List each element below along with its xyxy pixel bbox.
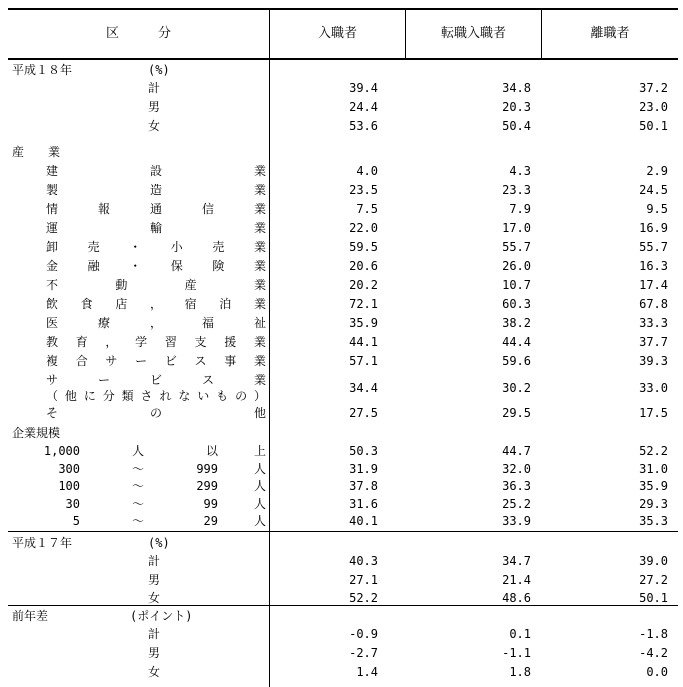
- industry-row-job-changers-value: 7.9: [509, 202, 531, 216]
- industry-row-label: [46, 163, 266, 179]
- size-row-separations-value: 29.3: [639, 496, 668, 511]
- industry-row-label-char: 動: [115, 278, 128, 292]
- industry-row-hires-value: 20.6: [349, 259, 378, 273]
- h17-row-hires-value: 40.3: [349, 554, 378, 568]
- industry-row-label-char: 売: [87, 240, 100, 254]
- industry-row-label-char: 業: [253, 183, 266, 197]
- industry-row-label: [46, 258, 266, 274]
- other-row-job-changers-value: 29.5: [502, 406, 531, 420]
- industry-row-label: [46, 334, 266, 350]
- industry-row-label-char: 報: [97, 202, 110, 216]
- size-row-from: 30: [65, 496, 80, 511]
- industry-row-hires-value: 20.2: [349, 278, 378, 292]
- header-hires: 入職者: [317, 26, 357, 41]
- services-line2-char: も: [216, 389, 229, 403]
- diff-row-job-changers-value: 1.8: [509, 665, 531, 679]
- services-line2-char: れ: [159, 389, 172, 403]
- h17-row-separations-value: 39.0: [639, 554, 668, 568]
- industry-row-label-char: 産: [184, 278, 197, 292]
- h17-row-job-changers-value: 21.4: [502, 572, 531, 587]
- industry-row-label-char: 建: [46, 164, 59, 178]
- industry-row-label-char: 業: [253, 354, 266, 368]
- industry-row-label-char: 福: [201, 316, 214, 330]
- industry-row-label-char: 習: [164, 335, 177, 349]
- size-row-sep: ～: [132, 514, 145, 528]
- industry-row-hires-value: 72.1: [349, 297, 378, 311]
- services-line1-char: サ: [46, 373, 59, 387]
- industry-row-label-char: 業: [253, 221, 266, 235]
- h17-row-separations-value: 27.2: [639, 572, 668, 587]
- h17-divider: [8, 531, 678, 532]
- industry-row-separations-value: 17.4: [639, 278, 668, 292]
- industry-row-label-char: 通: [149, 202, 162, 216]
- diff-row-separations-value: -1.8: [639, 627, 668, 641]
- h18-row-job-changers-value: 34.8: [502, 81, 531, 95]
- industry-row-label-char: 食: [80, 297, 93, 311]
- top-border: [8, 8, 678, 10]
- h18-row-job-changers-value: 50.4: [502, 119, 531, 133]
- industry-row-label-char: 業: [253, 297, 266, 311]
- size-row-hires-value: 37.8: [349, 479, 378, 493]
- other-row-label-char: そ: [46, 406, 59, 420]
- size-row-from: 100: [58, 479, 80, 493]
- h18-row-label: 計: [148, 81, 161, 95]
- size-row-unit: 人: [254, 514, 267, 528]
- services-line2-char: 分: [102, 389, 115, 403]
- size-label: 企業規模: [12, 426, 61, 440]
- industry-row-label-char: 情: [46, 202, 59, 216]
- industry-row-label-char: 教: [46, 335, 59, 349]
- industry-row-label-char: 宿: [184, 297, 197, 311]
- industry-row-job-changers-value: 10.7: [502, 278, 531, 292]
- industry-row-job-changers-value: 38.2: [502, 316, 531, 330]
- industry-row-separations-value: 16.3: [639, 259, 668, 273]
- industry-row-label-char: ，: [149, 297, 162, 311]
- services-line2-char: 類: [121, 389, 134, 403]
- size-row-sep: ～: [132, 479, 145, 493]
- services-line2-char: （: [46, 389, 59, 403]
- h17-row-label: 計: [148, 554, 161, 568]
- label-column-divider: [269, 8, 270, 687]
- industry-row-label: [46, 239, 266, 255]
- h17-row-hires-value: 27.1: [349, 572, 378, 587]
- diff-unit: (ポイント): [130, 609, 193, 623]
- industry-row-job-changers-value: 44.4: [502, 335, 531, 349]
- size-row-hires-value: 31.6: [349, 496, 378, 511]
- industry-row-label-char: 店: [115, 297, 128, 311]
- services-row-hires-value: 34.4: [349, 381, 378, 395]
- industry-row-separations-value: 67.8: [639, 297, 668, 311]
- industry-row-label-char: 飲: [46, 297, 59, 311]
- industry-row-label-char: 泊: [219, 297, 232, 311]
- other-row-hires-value: 27.5: [349, 406, 378, 420]
- size-row-from: 1,000: [43, 444, 80, 458]
- services-line1-char: ス: [201, 373, 214, 387]
- industry-row-hires-value: 7.5: [356, 202, 378, 216]
- industry-row-label-char: 運: [46, 221, 59, 235]
- services-line1: [46, 372, 266, 388]
- size-row-hires-value: 40.1: [349, 514, 378, 528]
- h18-row-hires-value: 24.4: [349, 100, 378, 114]
- industry-row-label-char: ビ: [164, 354, 177, 368]
- size-row-to: 99: [203, 496, 218, 511]
- size-row-job-changers-value: 36.3: [502, 479, 531, 493]
- h18-row-label: 男: [148, 100, 161, 114]
- size-row-unit: 人: [254, 461, 267, 476]
- h17-unit: (%): [148, 536, 170, 550]
- h17-row-label: 女: [148, 591, 161, 605]
- h17-row-separations-value: 50.1: [639, 591, 668, 605]
- industry-row-hires-value: 44.1: [349, 335, 378, 349]
- industry-row-label-char: 業: [253, 240, 266, 254]
- industry-row-job-changers-value: 4.3: [509, 164, 531, 178]
- h18-row-job-changers-value: 20.3: [502, 100, 531, 114]
- services-line1-char: ー: [97, 373, 110, 387]
- industry-row-job-changers-value: 23.3: [502, 183, 531, 197]
- diff-row-label: 女: [148, 665, 161, 679]
- other-row-label-char: 他: [253, 406, 266, 420]
- industry-row-separations-value: 16.9: [639, 221, 668, 235]
- services-row-job-changers-value: 30.2: [502, 381, 531, 395]
- size-row-hires-value: 31.9: [349, 461, 378, 476]
- header-bottom-border: [8, 58, 678, 60]
- size-row-sep: 人: [132, 444, 145, 458]
- industry-row-label-char: ・: [129, 259, 142, 273]
- industry-row-hires-value: 22.0: [349, 221, 378, 235]
- industry-row-separations-value: 2.9: [646, 164, 668, 178]
- size-row-unit: 上: [254, 444, 267, 458]
- industry-row-label: [46, 315, 266, 331]
- industry-row-label-char: ー: [135, 354, 148, 368]
- industry-row-hires-value: 35.9: [349, 316, 378, 330]
- other-row-label: [46, 405, 266, 421]
- industry-row-separations-value: 9.5: [646, 202, 668, 216]
- size-row-from: 5: [72, 514, 80, 528]
- services-line1-char: 業: [253, 373, 266, 387]
- industry-row-label-char: 不: [46, 278, 59, 292]
- industry-row-hires-value: 23.5: [349, 183, 378, 197]
- industry-row-label-char: 学: [135, 335, 148, 349]
- services-line2-char: 他: [64, 389, 77, 403]
- industry-row-label-char: 複: [46, 354, 59, 368]
- industry-row-label-char: 小: [170, 240, 183, 254]
- h17-row-label: 男: [148, 572, 161, 587]
- size-row-unit: 人: [254, 496, 267, 511]
- diff-row-job-changers-value: -1.1: [502, 646, 531, 660]
- diff-row-label: 計: [148, 627, 161, 641]
- industry-row-label-char: 業: [253, 259, 266, 273]
- h18-row-hires-value: 53.6: [349, 119, 378, 133]
- header-category: 区 分: [105, 26, 171, 41]
- size-row-separations-value: 31.0: [639, 461, 668, 476]
- industry-row-label-char: 業: [253, 278, 266, 292]
- industry-row-label-char: 援: [224, 335, 237, 349]
- industry-row-label-char: 業: [253, 164, 266, 178]
- diff-label: 前年差: [12, 609, 49, 623]
- industry-row-label-char: 製: [46, 183, 59, 197]
- h18-label: 平成１８年: [12, 63, 73, 77]
- h18-unit: (%): [148, 63, 170, 77]
- services-line2-char: な: [178, 389, 191, 403]
- industry-row-label-char: ，: [149, 316, 162, 330]
- size-row-job-changers-value: 25.2: [502, 496, 531, 511]
- h17-label: 平成１７年: [12, 536, 73, 550]
- h17-row-job-changers-value: 48.6: [502, 591, 531, 605]
- size-row-job-changers-value: 33.9: [502, 514, 531, 528]
- industry-row-label-char: 育: [75, 335, 88, 349]
- services-line2-char: の: [235, 389, 248, 403]
- diff-row-hires-value: -0.9: [349, 627, 378, 641]
- industry-row-label: [46, 353, 266, 369]
- industry-row-label-char: 金: [46, 259, 59, 273]
- industry-row-label: [46, 182, 266, 198]
- size-row-sep: ～: [132, 496, 145, 511]
- industry-row-label-char: 業: [253, 335, 266, 349]
- industry-row-hires-value: 4.0: [356, 164, 378, 178]
- industry-row-label-char: 業: [253, 202, 266, 216]
- industry-row-label-char: ス: [194, 354, 207, 368]
- industry-row-label-char: 設: [149, 164, 162, 178]
- services-line1-char: ビ: [149, 373, 162, 387]
- services-line2-char: い: [197, 389, 210, 403]
- industry-row-label-char: 融: [87, 259, 100, 273]
- industry-row-label-char: 造: [149, 183, 162, 197]
- size-row-separations-value: 52.2: [639, 444, 668, 458]
- other-row-label-char: の: [149, 406, 162, 420]
- size-row-hires-value: 50.3: [349, 444, 378, 458]
- industry-row-label: [46, 201, 266, 217]
- industry-row-job-changers-value: 55.7: [502, 240, 531, 254]
- industry-row-job-changers-value: 59.6: [502, 354, 531, 368]
- size-row-from: 300: [58, 461, 80, 476]
- diff-row-label: 男: [148, 646, 161, 660]
- industry-row-label: [46, 220, 266, 236]
- industry-row-label-char: 売: [212, 240, 225, 254]
- industry-row-separations-value: 39.3: [639, 354, 668, 368]
- industry-row-job-changers-value: 26.0: [502, 259, 531, 273]
- header-separations: 離職者: [590, 26, 630, 41]
- h18-row-separations-value: 50.1: [639, 119, 668, 133]
- services-line2-char: ）: [253, 389, 266, 403]
- h17-row-hires-value: 52.2: [349, 591, 378, 605]
- industry-row-label: [46, 277, 266, 293]
- h17-row-job-changers-value: 34.7: [502, 554, 531, 568]
- services-row-separations-value: 33.0: [639, 381, 668, 395]
- size-row-to: 299: [196, 479, 218, 493]
- size-row-separations-value: 35.3: [639, 514, 668, 528]
- industry-row-label-char: 保: [170, 259, 183, 273]
- h18-row-hires-value: 39.4: [349, 81, 378, 95]
- industry-row-label-char: 卸: [46, 240, 59, 254]
- other-row-separations-value: 17.5: [639, 406, 668, 420]
- size-row-to: 以: [205, 444, 218, 458]
- industry-row-label-char: 支: [194, 335, 207, 349]
- industry-row-label-char: 療: [97, 316, 110, 330]
- size-row-to: 999: [196, 461, 218, 476]
- industry-row-label-char: 輸: [149, 221, 162, 235]
- diff-row-job-changers-value: 0.1: [509, 627, 531, 641]
- industry-row-label-char: ・: [129, 240, 142, 254]
- industry-row-label-char: ，: [105, 335, 118, 349]
- h18-row-separations-value: 37.2: [639, 81, 668, 95]
- industry-row-label-char: 信: [201, 202, 214, 216]
- industry-row-label: [46, 296, 266, 312]
- industry-row-label-char: サ: [105, 354, 118, 368]
- size-row-unit: 人: [254, 479, 267, 493]
- industry-row-hires-value: 57.1: [349, 354, 378, 368]
- industry-row-separations-value: 55.7: [639, 240, 668, 254]
- industry-row-job-changers-value: 17.0: [502, 221, 531, 235]
- industry-row-label-char: 事: [224, 354, 237, 368]
- industry-label: 産 業: [12, 145, 61, 159]
- services-line2-char: さ: [140, 389, 153, 403]
- industry-row-label-char: 険: [212, 259, 225, 273]
- industry-row-label-char: 祉: [253, 316, 266, 330]
- diff-row-hires-value: -2.7: [349, 646, 378, 660]
- header-job-changers: 転職入職者: [440, 26, 506, 41]
- services-line2: [46, 388, 266, 404]
- industry-row-hires-value: 59.5: [349, 240, 378, 254]
- h18-row-label: 女: [148, 119, 161, 133]
- diff-row-separations-value: -4.2: [639, 646, 668, 660]
- industry-row-job-changers-value: 60.3: [502, 297, 531, 311]
- industry-row-label-char: 合: [75, 354, 88, 368]
- industry-row-separations-value: 24.5: [639, 183, 668, 197]
- size-row-job-changers-value: 44.7: [502, 444, 531, 458]
- services-line2-char: に: [83, 389, 96, 403]
- size-row-sep: ～: [132, 461, 145, 476]
- h18-row-separations-value: 23.0: [639, 100, 668, 114]
- size-row-job-changers-value: 32.0: [502, 461, 531, 476]
- size-row-separations-value: 35.9: [639, 479, 668, 493]
- industry-row-separations-value: 33.3: [639, 316, 668, 330]
- size-row-to: 29: [203, 514, 218, 528]
- diff-row-hires-value: 1.4: [356, 665, 378, 679]
- diff-row-separations-value: 0.0: [646, 665, 668, 679]
- industry-row-label-char: 医: [46, 316, 59, 330]
- industry-row-separations-value: 37.7: [639, 335, 668, 349]
